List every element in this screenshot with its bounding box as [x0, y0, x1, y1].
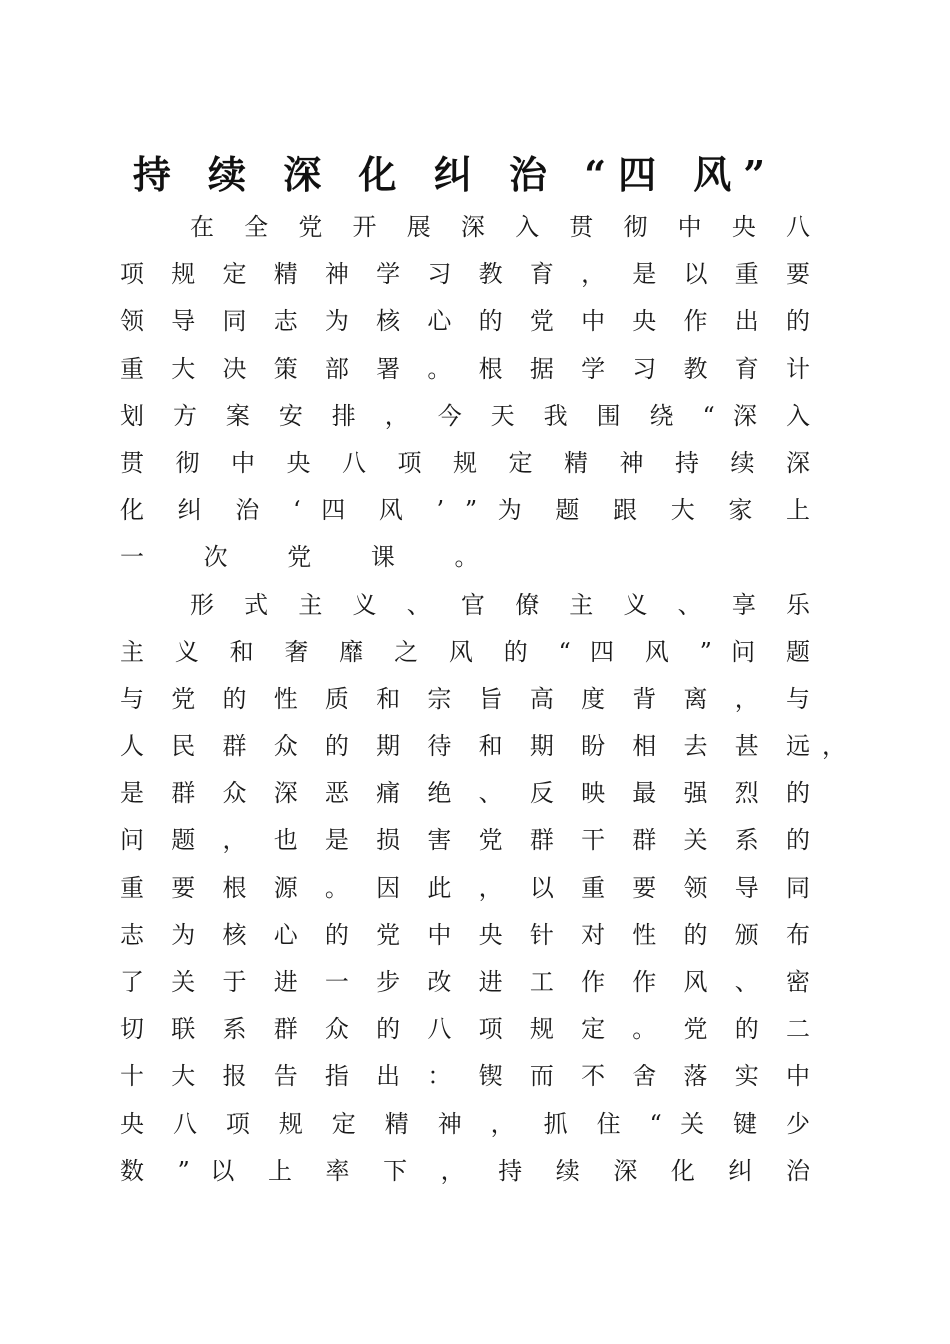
text-line: 在 全 党 开 展 深 入 贯 彻 中 央 八: [190, 213, 810, 241]
text-line: 重 要 根 源 。 因 此 ， 以 重 要 领 导 同: [120, 873, 810, 902]
text-line: 志 为 核 心 的 党 中 央 针 对 性 的 颁 布: [120, 920, 810, 949]
text-line: 主 义 和 奢 靡 之 风 的 “ 四 风 ” 问 题: [120, 637, 810, 666]
text-line: 化 纠 治 ‘ 四 风 ’ ” 为 题 跟 大 家 上: [120, 496, 810, 525]
text-line: 一 次 党 课 。: [120, 543, 505, 572]
page-title: 持 续 深 化 纠 治 “四 风”: [132, 152, 778, 197]
text-line: 人 民 群 众 的 期 待 和 期 盼 相 去 甚 远: [120, 732, 810, 761]
text-line: 了 关 于 进 一 步 改 进 工 作 作 风 、 密: [120, 968, 810, 996]
text-line: 重 大 决 策 部 署 。 根 据 学 习 教 育 计: [120, 354, 810, 383]
text-line: 是 群 众 深 恶 痛 绝 、 反 映 最 强 烈 的: [120, 779, 810, 808]
text-line: 项 规 定 精 神 学 习 教 育 ， 是 以 重 要: [120, 260, 810, 289]
text-line: 形 式 主 义 、 官 僚 主 义 、 享 乐: [190, 590, 810, 619]
text-line: 与 党 的 性 质 和 宗 旨 高 度 背 离 ， 与: [120, 684, 810, 713]
hanging-comma: ，: [822, 732, 846, 761]
document-body: [120, 204, 846, 1195]
text-line: 数 ” 以 上 率 下 ， 持 续 深 化 纠 治: [120, 1156, 810, 1185]
text-line: 央 八 项 规 定 精 神 ， 抓 住 “ 关 键 少: [120, 1109, 810, 1138]
text-line: 贯 彻 中 央 八 项 规 定 精 神 持 续 深: [120, 448, 810, 477]
text-line: 领 导 同 志 为 核 心 的 党 中 央 作 出 的: [120, 307, 810, 336]
text-line: 划 方 案 安 排 ， 今 天 我 围 绕 “ 深 入: [120, 401, 810, 430]
text-line: 问 题 ， 也 是 损 害 党 群 干 群 关 系 的: [120, 826, 810, 855]
text-line-with-hanging-comma: [120, 723, 846, 770]
text-line: 十 大 报 告 指 出 ： 锲 而 不 舍 落 实 中: [120, 1062, 810, 1091]
text-line: 切 联 系 群 众 的 八 项 规 定 。 党 的 二: [120, 1015, 810, 1044]
